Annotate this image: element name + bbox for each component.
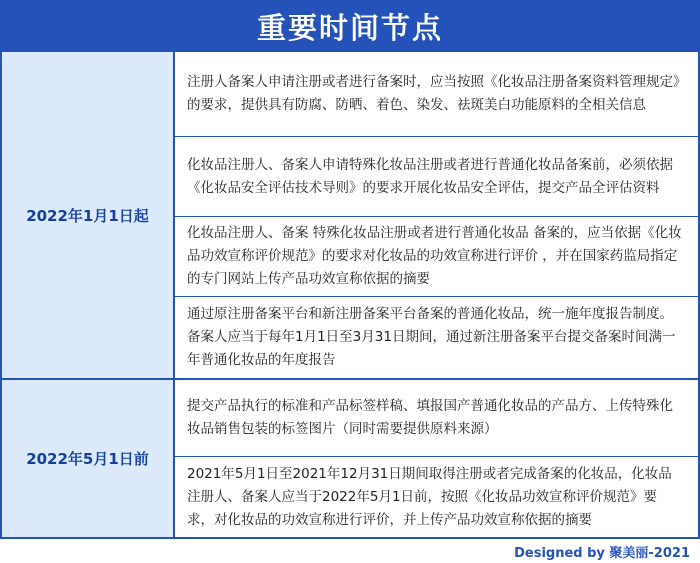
timeline-entry: 化妆品注册人、备案人申请特殊化妆品注册或者进行普通化妆品备案前，必须依据《化妆品安全评估技术导则》的要求开展化妆品安全评估，提交产品全评估资料 bbox=[175, 137, 698, 217]
timeline-group bbox=[2, 380, 698, 539]
date-cell: 2022年5月1日前 bbox=[2, 380, 175, 537]
timeline-entry: 注册人备案人申请注册或者进行备案时，应当按照《化妆品注册备案资料管理规定》的要求，提供具有防腐、防晒、着色、染发、祛斑美白功能原料的全相关信息 bbox=[175, 52, 698, 137]
entries-column bbox=[175, 52, 698, 378]
timeline-group bbox=[2, 52, 698, 380]
page-title: 重要时间节点 bbox=[0, 0, 700, 52]
timeline-entry: 通过原注册备案平台和新注册备案平台备案的普通化妆品，统一施年度报告制度。备案人应当于每年1月1日至3月31日期间，通过新注册备案平台提交备案时间满一年普通化妆品的年度报告 bbox=[187, 305, 676, 368]
timeline-table bbox=[0, 52, 700, 539]
date-cell: 2022年1月1日起 bbox=[2, 52, 175, 378]
footer-credit: Designed by 聚美丽-2021 bbox=[514, 545, 690, 561]
timeline-entry: 2021年5月1日至2021年12月31日期间取得注册或者完成备案的化妆品，化妆品注册人、备案人应当于2022年5月1日前，按照《化妆品功效宣称评价规范》要求，对化妆品的功效宣称进行评价，并上传产品功效宣称依据的摘要 bbox=[187, 465, 672, 528]
timeline-entry: 化妆品注册人、备案 特殊化妆品注册或者进行普通化妆品 备案的，应当依据《化妆品功效宣称评价规范》的要求对化妆品的功效宣称进行评价 ，并在国家药监局指定的专门网站上传产品功效宣称依据的摘要 bbox=[175, 217, 698, 297]
entries-column bbox=[175, 380, 698, 537]
timeline-entry: 提交产品执行的标准和产品标签样稿、填报国产普通化妆品的产品方、上传特殊化妆品销售包装的标签图片（同时需要提供原料来源） bbox=[175, 380, 698, 457]
